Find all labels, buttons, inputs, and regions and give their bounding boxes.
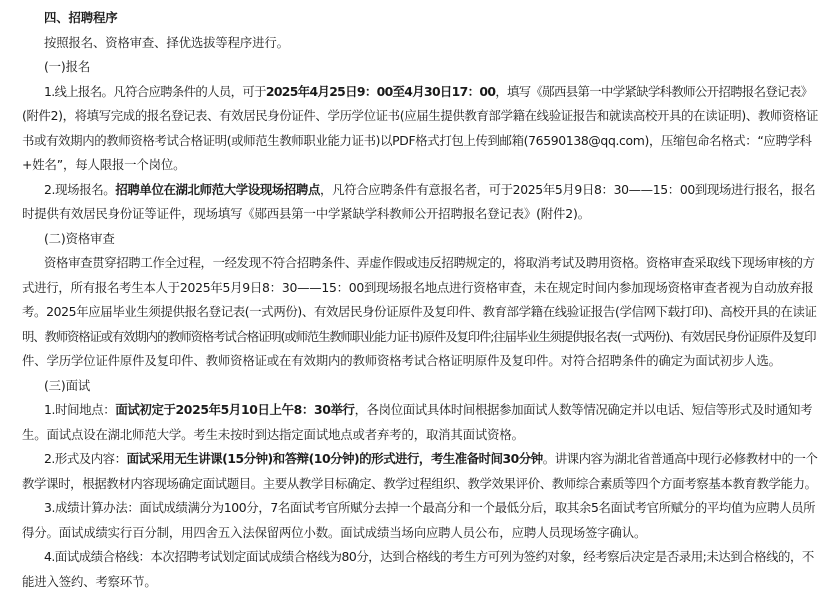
- interview-format-line-2: 教学课时，根据教材内容现场确定面试题目。主要从教学目标确定、教学过程组织、教学效果评价、教师综合素质等四个方面考察基本教育教学能力。: [22, 475, 817, 491]
- text-span: 1.时间地点：: [44, 402, 116, 417]
- online-registration-line-4: +姓名”，每人限报一个岗位。: [22, 157, 186, 172]
- onsite-registration-line-1: [22, 178, 818, 203]
- bold-text-span: 招聘单位在湖北师范大学设现场招聘点: [115, 181, 321, 197]
- intro-paragraph: 按照报名、资格审查、择优选拔等程序进行。: [44, 34, 289, 50]
- qualification-line-4: 明、教师资格证或有效期内的教师资格考试合格证明(或师范生教师职业能力证书)原件及复印件;往届毕业生须提供报名表(一式两份)、有效居民身份证原件及复印: [22, 328, 816, 344]
- score-calculation-line-1: 3.成绩计算办法：面试成绩满分为100分，7名面试考官所赋分去掉一个最高分和一个最低分后，取其余5名面试考官所赋分的平均值为应聘人员所: [44, 500, 816, 515]
- passing-score-line-2: 能进入签约、考察环节。: [22, 573, 157, 589]
- text-span: 2.形式及内容：: [44, 451, 127, 466]
- interview-time-line-2: 生。面试点设在湖北师范大学。考生未按时到达指定面试地点或者弃考的，取消其面试资格。: [22, 426, 524, 442]
- text-span: ，各岗位面试具体时间根据参加面试人数等情况确定并以电话、短信等形式及时通知考: [354, 402, 813, 417]
- online-registration-line-1: [22, 80, 818, 105]
- interview-format-line-1: [22, 447, 818, 472]
- text-span: ，凡符合应聘条件有意报名者，可于2025年5月9日8：30——15：00到现场进行报名，报名: [320, 181, 816, 197]
- subsection-title-registration: (一)报名: [44, 59, 91, 74]
- interview-time-line-1: [22, 398, 818, 423]
- bold-text-span: 面试初定于2025年5月10日上午8：30举行: [115, 402, 355, 417]
- subsection-title-qualification: (二)资格审查: [44, 230, 115, 246]
- online-registration-line-2: (附件2)，将填写完成的报名登记表、有效居民身份证件、学历学位证书(应届生提供教育部学籍在线验证报告和就读高校开具的在读证明)、教师资格证: [22, 108, 819, 123]
- bold-text-span: 面试采用无生讲课(15分钟)和答辩(10分钟)的形式进行，考生准备时间30分钟: [126, 451, 543, 466]
- qualification-line-5: 件、学历学位证件原件及复印件、教师资格证或在有效期内的教师资格考试合格证明原件及复印件。对符合招聘条件的确定为面试初步人选。: [22, 353, 781, 368]
- score-calculation-line-2: 得分。面试成绩实行百分制，用四舍五入法保留两位小数。面试成绩当场向应聘人员公布，应聘人员现场签字确认。: [22, 524, 647, 540]
- onsite-registration-line-2: 时提供有效居民身份证等证件，现场填写《郧西县第一中学紧缺学科教师公开招聘报名登记表》(附件2)。: [22, 206, 590, 221]
- section-title: 四、招聘程序: [44, 10, 118, 25]
- qualification-line-1: 资格审查贯穿招聘工作全过程，一经发现不符合招聘条件、弄虚作假或违反招聘规定的，将取消考试及聘用资格。资格审查采取线下现场审核的方: [44, 255, 815, 270]
- subsection-title-interview: (三)面试: [44, 377, 91, 393]
- text-span: ，填写《郧西县第一中学紧缺学科教师公开招聘报名登记表》: [495, 83, 813, 99]
- text-span: 2.现场报名。: [44, 181, 116, 197]
- bold-text-span: 2025年4月25日9：00至4月30日17：00: [265, 83, 496, 99]
- text-span: 。讲课内容为湖北省普通高中现行必修教材中的一个: [542, 451, 818, 466]
- passing-score-line-1: 4.面试成绩合格线：本次招聘考试划定面试成绩合格线为80分，达到合格线的考生方可列为签约对象，经考察后决定是否录用;未达到合格线的，不: [44, 549, 814, 564]
- qualification-line-3: 考。2025年应届毕业生须提供报名登记表(一式两份)、有效居民身份证原件及复印件、教育部学籍在线验证报告(学信网下载打印)、高校开具的在读证: [22, 304, 817, 319]
- online-registration-line-3: 书或有效期内的教师资格考试合格证明(或师范生教师职业能力证书)以PDF格式打包上传到邮箱(76590138@qq.com)，压缩包命名格式：“应聘学科: [22, 132, 812, 148]
- qualification-line-2: 式进行，所有报名考生本人于2025年5月9日8：30——15：00到现场报名地点进行资格审查，未在规定时间内参加现场资格审查者视为自动放弃报: [22, 279, 814, 295]
- text-span: 1.线上报名。凡符合应聘条件的人员，可于: [44, 83, 266, 99]
